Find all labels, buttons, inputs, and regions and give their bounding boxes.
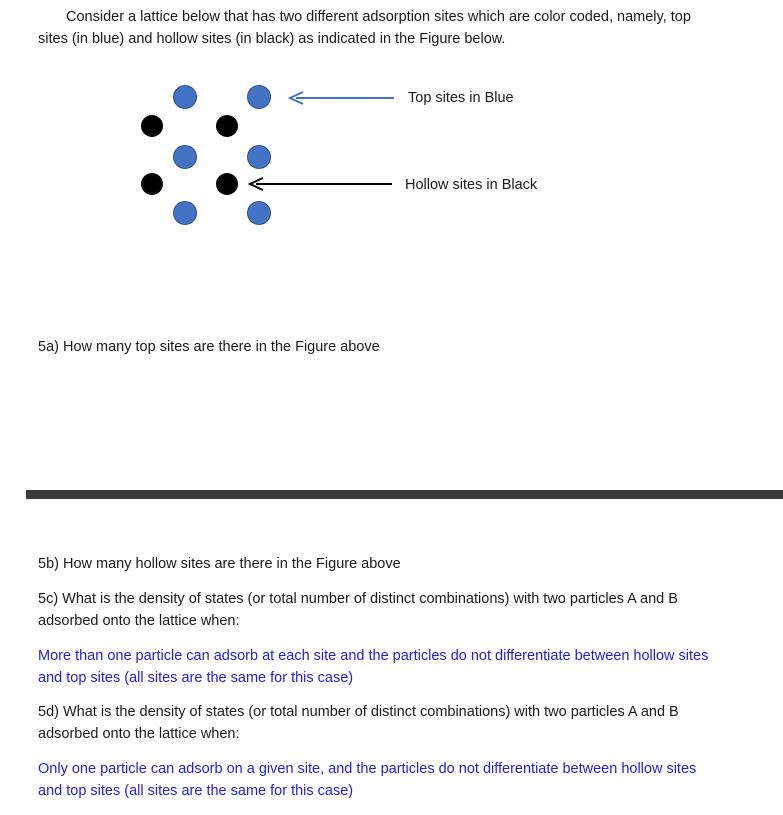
condition-5d-line-1: Only one particle can adsorb on a given site, and the particles do not differentiate between hollow sites [38, 761, 697, 777]
hollow-site [216, 173, 238, 195]
top-sites-arrow [290, 92, 394, 104]
top-site [174, 202, 197, 225]
top-site [174, 86, 197, 109]
lattice-figure [0, 70, 783, 250]
question-5a: 5a) How many top sites are there in the Figure above [38, 339, 380, 355]
top-sites-label: Top sites in Blue [408, 90, 514, 106]
intro-line-2: sites (in blue) and hollow sites (in black) as indicated in the Figure below. [38, 31, 506, 47]
condition-5c-line-2: and top sites (all sites are the same for this case) [38, 670, 354, 686]
hollow-site [141, 173, 163, 195]
question-5b: 5b) How many hollow sites are there in the Figure above [38, 556, 401, 572]
condition-5c [38, 645, 768, 689]
top-site [248, 146, 271, 169]
top-site [248, 202, 271, 225]
question-5c [38, 588, 768, 632]
top-site [248, 86, 271, 109]
question-5d-line-2: adsorbed onto the lattice when: [38, 726, 240, 742]
condition-5d [38, 758, 768, 802]
hollow-site [216, 115, 238, 137]
question-5d [38, 701, 768, 745]
question-5c-line-2: adsorbed onto the lattice when: [38, 613, 240, 629]
section-divider [26, 490, 783, 499]
hollow-sites-label: Hollow sites in Black [405, 177, 538, 193]
hollow-sites-arrow [250, 178, 392, 190]
intro-paragraph [38, 6, 766, 50]
top-site [174, 146, 197, 169]
intro-line-1: Consider a lattice below that has two different adsorption sites which are color coded, namely, top [66, 9, 691, 25]
hollow-site [141, 115, 163, 137]
condition-5c-line-1: More than one particle can adsorb at each site and the particles do not differentiate between hollow sites [38, 648, 709, 664]
question-5c-line-1: 5c) What is the density of states (or total number of distinct combinations) with two particles A and B [38, 591, 678, 607]
condition-5d-line-2: and top sites (all sites are the same for this case) [38, 783, 354, 799]
question-5d-line-1: 5d) What is the density of states (or total number of distinct combinations) with two particles A and B [38, 704, 679, 720]
top-sites [174, 86, 271, 225]
